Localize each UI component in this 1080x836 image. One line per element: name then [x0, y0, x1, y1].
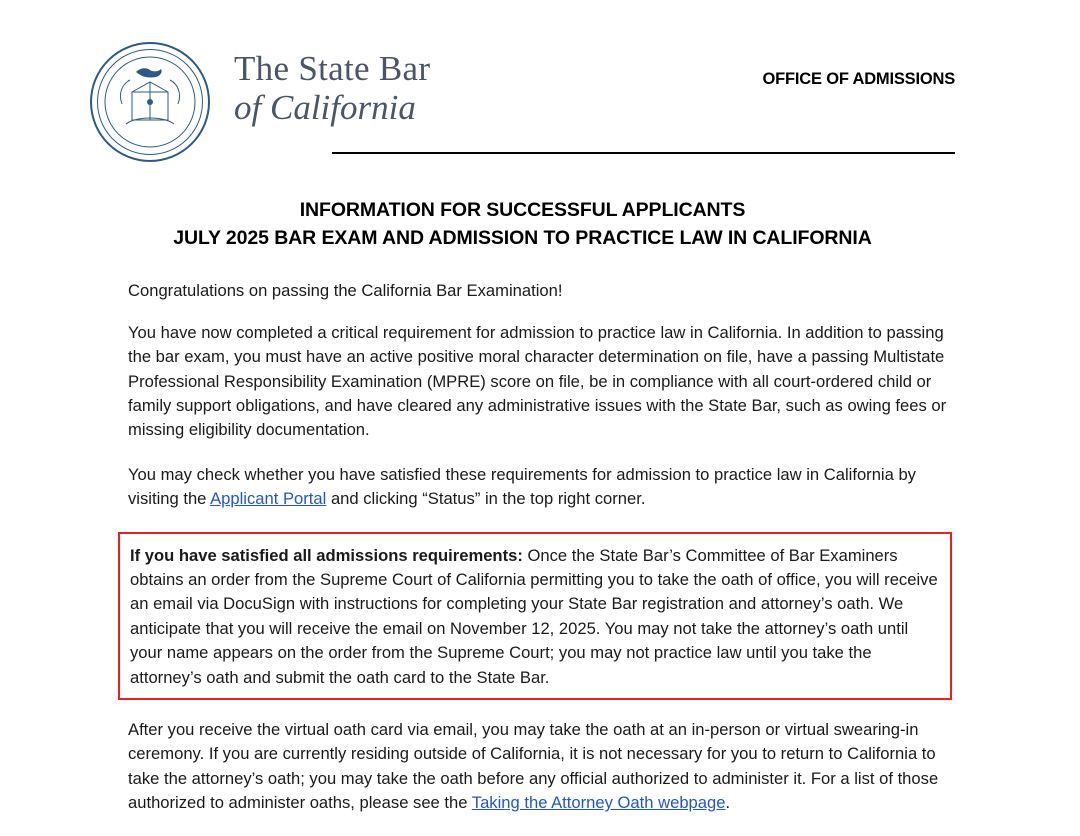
callout-lead-in: If you have satisfied all admissions requirements: [130, 545, 523, 565]
title-line-2: JULY 2025 BAR EXAM AND ADMISSION TO PRACTICE LAW IN CALIFORNIA [173, 227, 872, 250]
callout-body-text: Once the State Bar’s Committee of Bar Examiners obtains an order from the Supreme Court of California permitting you to take the oath of office, you will receive an email via DocuSign with instructions for completing your State Bar registration and attorney’s oath. We anticipate that you will receive the email on November 12, 2025. You may not take the attorney’s oath until your name appears on the order from the Supreme Court; you may not practice law until you take the attorney’s oath and submit the oath card to the State Bar. [130, 545, 938, 687]
applicant-portal-link[interactable]: Applicant Portal [210, 489, 327, 509]
wordmark-line-1: The State Bar [234, 49, 431, 88]
wordmark-line-2: of California [234, 87, 416, 127]
page-title [90, 196, 955, 253]
header-divider [332, 152, 955, 154]
paragraph-requirements: You have now completed a critical requirement for admission to practice law in California. In addition to passing the bar exam, you must have an active positive moral character determination on file, have a passing Multistate Professional Responsibility Examination (MPRE) score on file, be in compliance with all court-ordered child or family support obligations, and have cleared any administrative issues with the State Bar, such as owing fees or missing eligibility documentation. [128, 322, 947, 440]
state-bar-wordmark [234, 40, 430, 127]
paragraph-congratulations: Congratulations on passing the California Bar Examination! [128, 280, 563, 300]
oath-text-before: After you receive the virtual oath card via email, you may take the oath at an in-person or virtual swearing-in ceremony. If you are currently residing outside of California, it is not necessary for you to return to California to take the attorney’s oath; you may take the oath before any official authorized to administer it. For a list of those authorized to administer oaths, please see the [128, 720, 939, 813]
state-bar-seal-icon [90, 42, 210, 162]
document-body [90, 279, 955, 816]
oath-text-after: . [725, 793, 731, 813]
office-of-admissions-label: OFFICE OF ADMISSIONS [762, 70, 955, 88]
check-status-text-after: and clicking “Status” in the top right corner. [326, 489, 646, 509]
document-header [90, 40, 955, 158]
taking-the-attorney-oath-link[interactable]: Taking the Attorney Oath webpage [471, 793, 726, 813]
title-line-1: INFORMATION FOR SUCCESSFUL APPLICANTS [299, 199, 746, 221]
paragraph-oath-ceremony [128, 718, 952, 816]
check-status-text-before: You may check whether you have satisfied these requirements for admission to practice law in California by visiting the [128, 464, 916, 509]
callout-paragraph [130, 544, 938, 690]
requirements-satisfied-callout [118, 532, 952, 700]
paragraph-check-status [128, 463, 952, 512]
